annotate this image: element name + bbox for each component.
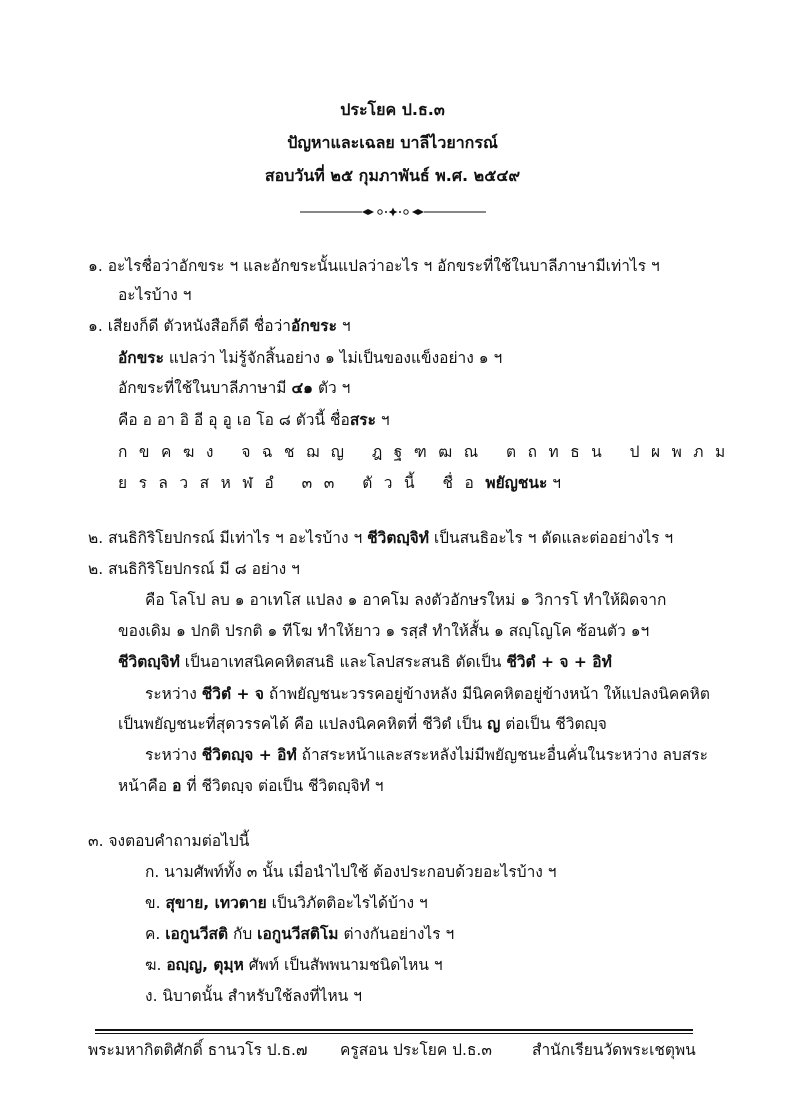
question-2: ๒. สนธิกิริโยปกรณ์ มีเท่าไร ฯ อะไรบ้าง ฯ ชีวิตญฺจิทํ เป็นสนธิอะไร ฯ ตัดและต่ออย่างไร ฯ xyxy=(88,529,674,547)
answer-1-line-3: อักขระที่ใช้ในบาลีภาษามี ๔๑ ตัว ฯ xyxy=(118,379,351,397)
question-1-line-1: ๑. อะไรชื่อว่าอักขระ ฯ และอักขระนั้นแปลว่าอะไร ฯ อักขระที่ใช้ในบาลีภาษามีเท่าไร ฯ xyxy=(88,257,660,275)
answer-2-line-1: ๒. สนธิกิริโยปกรณ์ มี ๘ อย่าง ฯ xyxy=(88,560,300,578)
footer-role: ครูสอน ประโยค ป.ธ.๓ xyxy=(340,1041,492,1059)
answer-1-line-2: อักขระ แปลว่า ไม่รู้จักสิ้นอย่าง ๑ ไม่เป็นของแข็งอย่าง ๑ ฯ xyxy=(118,349,503,367)
answer-1-line-6: ยรลวสหฬอํ ๓๓ ตัวนี้ ชื่อพยัญชนะ ฯ xyxy=(118,474,561,492)
question-1-line-2: อะไรบ้าง ฯ xyxy=(118,286,192,304)
question-3-item-a: ก. นามศัพท์ทั้ง ๓ นั้น เมื่อนำไปใช้ ต้องประกอบด้วยอะไรบ้าง ฯ xyxy=(145,863,557,881)
header-line-3: สอบวันที่ ๒๕ กุมภาพันธ์ พ.ศ. ๒๕๔๙ xyxy=(264,166,521,185)
answer-2-line-7: ระหว่าง ชีวิตญฺจ + อิทํ ถ้าสระหน้าและสระหลังไม่มีพยัญชนะอื่นคั่นในระหว่าง ลบสระ xyxy=(145,746,708,764)
answer-2-line-5: ระหว่าง ชีวิตํ + จ ถ้าพยัญชนะวรรคอยู่ข้างหลัง มีนิคคหิตอยู่ข้างหน้า ให้แปลงนิคคหิต xyxy=(145,685,710,703)
answer-1-line-1: ๑. เสียงก็ดี ตัวหนังสือก็ดี ชื่อว่าอักขระ ฯ xyxy=(88,317,351,335)
answer-2-line-3: ของเดิม ๑ ปกติ ปรกติ ๑ ทีโฆ ทำให้ยาว ๑ รสฺสํ ทำให้สั้น ๑ สญฺโญโค ซ้อนตัว ๑ฯ xyxy=(118,622,650,640)
answer-1-line-5: กขคฆง จฉชฌญ ฎฐฑฒณ ตถทธน ปผพภม xyxy=(118,443,737,461)
footer-rule-thin xyxy=(95,1033,693,1034)
question-3-item-d: ฆ. อญฺญ, ตุมฺห ศัพท์ เป็นสัพพนามชนิดไหน ฯ xyxy=(145,956,443,974)
answer-1-line-4: คือ อ อา อิ อี อุ อู เอ โอ ๘ ตัวนี้ ชื่อสระ ฯ xyxy=(118,411,390,429)
answer-2-line-2: คือ โลโป ลบ ๑ อาเทโส แปลง ๑ อาคโม ลงตัวอักษรใหม่ ๑ วิการโ ทำให้ผิดจาก xyxy=(145,591,667,609)
footer-school: สำนักเรียนวัดพระเชตุพน xyxy=(532,1041,696,1059)
question-3-item-e: ง. นิบาตนั้น สำหรับใช้ลงที่ไหน ฯ xyxy=(145,987,362,1005)
header-line-1: ประโยค ป.ธ.๓ xyxy=(340,100,445,119)
footer-author: พระมหากิตติศักดิ์ ธานวโร ป.ธ.๗ xyxy=(88,1041,308,1059)
question-3-item-c: ค. เอกูนวีสติ กับ เอกูนวีสติโม ต่างกันอย่างไร ฯ xyxy=(145,925,455,943)
answer-2-line-4: ชีวิตญฺจิทํ เป็นอาเทสนิคคหิตสนธิ และโลปสระสนธิ ตัดเป็น ชีวิตํ + จ + อิทํ xyxy=(118,653,612,671)
ornament-divider xyxy=(300,207,486,217)
header-line-2: ปัญหาและเฉลย บาลีไวยากรณ์ xyxy=(287,133,498,152)
question-3-intro: ๓. จงตอบคำถามต่อไปนี้ xyxy=(88,832,250,850)
answer-2-line-8: หน้าคือ อ ที่ ชีวิตญฺจ ต่อเป็น ชีวิตญฺจิทํ ฯ xyxy=(118,777,384,795)
footer-rule-thick xyxy=(95,1029,693,1031)
answer-2-line-6: เป็นพยัญชนะที่สุดวรรคได้ คือ แปลงนิคคหิตที่ ชีวิตํ เป็น ญ ต่อเป็น ชีวิตญฺจ xyxy=(118,715,607,733)
question-3-item-b: ข. สุขาย, เทวตาย เป็นวิภัตติอะไรได้บ้าง ฯ xyxy=(145,894,428,912)
